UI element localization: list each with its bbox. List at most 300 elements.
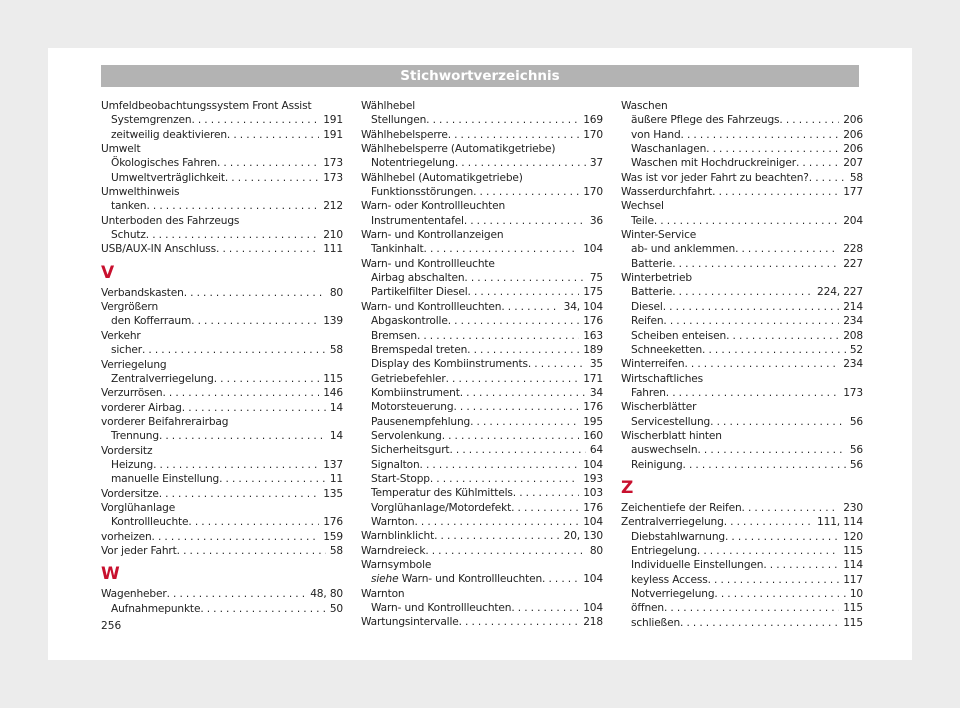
index-subentry [361, 386, 603, 400]
dot-leader [455, 156, 586, 170]
dot-leader [162, 386, 319, 400]
dot-leader [664, 601, 839, 615]
index-subentry [361, 429, 603, 443]
index-heading: Winterbetrieb [621, 272, 692, 285]
dot-leader [200, 602, 326, 616]
index-heading: vorderer Beifahrerairbag [101, 415, 229, 428]
entry-text: Zentralverriegelung [621, 516, 724, 529]
page-reference: 34, 104 [563, 300, 603, 313]
index-subentry [621, 314, 863, 328]
index-subentry [361, 472, 603, 486]
page-reference: 208 [843, 329, 863, 342]
entry-text: Vordersitze [101, 487, 159, 500]
index-subentry [621, 573, 863, 587]
page-reference: 56 [849, 415, 863, 428]
index-entry [621, 515, 863, 529]
page-reference: 50 [329, 602, 343, 615]
entry-text: Fahren [631, 386, 666, 399]
entry-text: schließen [631, 616, 681, 629]
dot-leader [666, 386, 839, 400]
index-subentry [621, 214, 863, 228]
page-reference: 176 [583, 501, 603, 514]
entry-text: Aufnahmepunkte [111, 602, 201, 615]
index-entry [101, 487, 343, 501]
entry-text: Getriebefehler [371, 372, 446, 385]
index-entry [621, 501, 863, 515]
index-column-2 [361, 99, 603, 630]
dot-leader [417, 329, 579, 343]
dot-leader [448, 314, 579, 328]
index-subentry [101, 113, 343, 127]
index-subentry [621, 443, 863, 457]
entry-text: Scheiben enteisen [631, 329, 727, 342]
dot-leader [698, 443, 846, 457]
entry-text: Systemgrenzen [111, 114, 192, 127]
index-heading: Waschen [621, 100, 668, 112]
index-entry [361, 529, 603, 543]
index-subentry [621, 329, 863, 343]
index-subentry [361, 515, 603, 529]
dot-leader [809, 171, 846, 185]
dot-leader [697, 544, 839, 558]
entry-text: Kombiinstrument [371, 386, 460, 399]
page-reference: 56 [849, 444, 863, 457]
entry-text: Schutz [111, 229, 146, 242]
dot-leader [681, 128, 840, 142]
index-heading: Verriegelung [101, 358, 167, 371]
index-heading: Wischerblätter [621, 401, 697, 414]
index-heading: Unterboden des Fahrzeugs [101, 214, 240, 227]
page-reference: 104 [583, 243, 603, 256]
page-reference: 234 [843, 315, 863, 328]
page-reference: 206 [843, 114, 863, 127]
index-subentry [621, 601, 863, 615]
page-reference: 117 [843, 573, 863, 586]
entry-text: Start-Stopp [371, 472, 430, 485]
index-heading: Wischerblatt hinten [621, 429, 722, 442]
index-subentry [621, 458, 863, 472]
dot-leader [217, 156, 319, 170]
entry-text: ab- und anklemmen [631, 243, 736, 256]
page-reference: 214 [843, 300, 863, 313]
index-heading: Wählhebel [361, 100, 416, 112]
page-reference: 230 [843, 501, 863, 514]
index-heading: Warn- und Kontrollanzeigen [361, 229, 504, 242]
entry-text: Diebstahlwarnung [631, 530, 725, 543]
index-heading: Wirtschaftliches [621, 372, 704, 385]
entry-text: Zeichentiefe der Reifen [621, 501, 742, 514]
entry-text: Pausenempfehlung [371, 415, 471, 428]
dot-leader [683, 458, 846, 472]
index-subentry [361, 357, 603, 371]
page-reference: 139 [323, 315, 343, 328]
page-reference: 146 [323, 387, 343, 400]
dot-leader [708, 573, 840, 587]
page-reference: 206 [843, 128, 863, 141]
page-reference: 34 [589, 386, 603, 399]
page-reference: 227 [843, 257, 863, 270]
page-reference: 35 [589, 358, 603, 371]
index-entry [101, 386, 343, 400]
dot-leader [685, 357, 840, 371]
page-reference: 111 [323, 243, 343, 256]
index-subentry [361, 113, 603, 127]
entry-text: Servolenkung [371, 429, 442, 442]
index-subentry [621, 587, 863, 601]
dot-leader [453, 400, 579, 414]
index-subentry [621, 156, 863, 170]
page-reference: 104 [583, 573, 603, 586]
index-subentry [621, 544, 863, 558]
index-entry [621, 357, 863, 371]
dot-leader [159, 429, 326, 443]
index-heading: Vergrößern [101, 301, 159, 314]
entry-text: Batterie [631, 286, 673, 299]
index-subentry [101, 429, 343, 443]
index-subentry [101, 472, 343, 486]
page-reference: 14 [329, 430, 343, 443]
entry-text: auswechseln [631, 444, 698, 457]
index-subentry [101, 199, 343, 213]
dot-leader [724, 515, 813, 529]
entry-text: Waschen mit Hochdruckreiniger [631, 157, 796, 170]
index-entry [101, 587, 343, 601]
dot-leader [146, 199, 319, 213]
index-subentry [621, 113, 863, 127]
page-reference: 104 [583, 602, 603, 615]
entry-text: zeitweilig deaktivieren [111, 128, 227, 141]
entry-text: Vorglühanlage/Motordefekt [371, 501, 512, 514]
page-reference: 189 [583, 343, 603, 356]
dot-leader [425, 544, 586, 558]
dot-leader [449, 443, 585, 457]
page-reference: 58 [329, 344, 343, 357]
index-subentry [621, 530, 863, 544]
entry-text: Verbandskasten [101, 286, 184, 299]
dot-leader [742, 501, 840, 515]
page-reference: 115 [323, 372, 343, 385]
dot-leader [446, 372, 580, 386]
entry-text: Waschanlagen [631, 143, 707, 156]
entry-text: Trennung [111, 430, 159, 443]
dot-leader [430, 472, 579, 486]
entry-text: Partikelfilter Diesel [371, 286, 468, 299]
dot-leader [167, 587, 307, 601]
index-subentry [361, 400, 603, 414]
index-column-3 [621, 99, 863, 630]
entry-text: Heizung [111, 458, 154, 471]
see-reference: siehe [371, 573, 399, 586]
index-heading: Wählhebel (Automatikgetriebe) [361, 171, 523, 184]
entry-text: Diesel [631, 300, 663, 313]
index-subentry [101, 515, 343, 529]
index-heading: Warnton [361, 587, 405, 600]
entry-text: Bremspedal treten [371, 343, 468, 356]
page-reference: 176 [583, 315, 603, 328]
page-reference: 191 [323, 114, 343, 127]
index-subentry [621, 343, 863, 357]
page-reference: 206 [843, 143, 863, 156]
index-subentry [101, 372, 343, 386]
entry-text: Warnton [371, 515, 415, 528]
entry-text: USB/AUX-IN Anschluss [101, 243, 217, 256]
entry-text: Wartungsintervalle [361, 616, 459, 629]
index-entry [361, 128, 603, 142]
page-reference: 224, 227 [817, 286, 863, 299]
index-heading: Verkehr [101, 329, 141, 342]
index-subentry [361, 415, 603, 429]
entry-label [371, 572, 542, 586]
page-reference: 210 [323, 229, 343, 242]
index-subentry [621, 415, 863, 429]
index-subentry [101, 171, 343, 185]
entry-text: vorderer Airbag [101, 401, 182, 414]
dot-leader [511, 601, 579, 615]
page-reference: 173 [843, 386, 863, 399]
entry-text: von Hand [631, 128, 681, 141]
page-reference: 207 [843, 157, 863, 170]
page-reference: 195 [583, 415, 603, 428]
dot-leader [225, 171, 319, 185]
dot-leader [663, 300, 840, 314]
index-heading: Wählhebelsperre (Automatikgetriebe) [361, 143, 556, 156]
index-subentry [621, 242, 863, 256]
entry-text: Schneeketten [631, 343, 703, 356]
index-subentry [101, 314, 343, 328]
index-entry [101, 530, 343, 544]
page-reference: 20, 130 [563, 530, 603, 543]
index-entry [101, 544, 343, 558]
dot-leader [511, 501, 579, 515]
page-reference: 170 [583, 186, 603, 199]
index-subentry [361, 271, 603, 285]
dot-leader [188, 515, 319, 529]
page-reference: 218 [583, 616, 603, 629]
page-reference: 64 [589, 444, 603, 457]
entry-text: Reinigung [631, 458, 683, 471]
dot-leader [706, 142, 839, 156]
dot-leader [426, 113, 579, 127]
dot-leader [663, 314, 839, 328]
dot-leader [182, 401, 326, 415]
dot-leader [542, 572, 579, 586]
entry-text: Airbag abschalten [371, 272, 465, 285]
dot-leader [177, 544, 326, 558]
dot-leader [424, 242, 580, 256]
entry-text: Reifen [631, 315, 664, 328]
page-reference: 193 [583, 472, 603, 485]
index-heading: Warnsymbole [361, 559, 432, 571]
page-reference: 75 [589, 272, 603, 285]
entry-text: Warn- und Kontrollleuchten [361, 300, 502, 313]
index-entry [621, 171, 863, 185]
dot-leader [460, 386, 586, 400]
dot-leader [420, 458, 580, 472]
page-reference: 176 [583, 401, 603, 414]
dot-leader [414, 515, 579, 529]
page-reference: 80 [329, 286, 343, 299]
page-reference: 159 [323, 530, 343, 543]
index-subentry [361, 156, 603, 170]
index-letter-heading: V [101, 262, 115, 283]
entry-text: äußere Pflege des Fahrzeugs [631, 114, 780, 127]
entry-text: Warnblinklicht [361, 530, 435, 543]
index-subentry [361, 572, 603, 586]
entry-text: Instrumententafel [371, 214, 464, 227]
dot-leader [191, 314, 319, 328]
entry-text: Display des Kombiinstruments [371, 358, 528, 371]
dot-leader [459, 615, 580, 629]
dot-leader [227, 128, 319, 142]
entry-text: Signalton [371, 458, 420, 471]
page-reference: 103 [583, 487, 603, 500]
dot-leader [159, 487, 320, 501]
page-reference: 115 [843, 616, 863, 629]
entry-text: Individuelle Einstellungen [631, 559, 764, 572]
entry-text: Warn- und Kontrollleuchten [401, 573, 543, 586]
index-entry [361, 544, 603, 558]
index-subentry [361, 242, 603, 256]
page-reference: 52 [849, 343, 863, 356]
dot-leader [442, 429, 580, 443]
index-entry [621, 185, 863, 199]
page-reference: 160 [583, 429, 603, 442]
dot-leader [680, 616, 839, 630]
dot-leader [528, 357, 586, 371]
dot-leader [473, 185, 579, 199]
page-reference: 176 [323, 516, 343, 529]
index-subentry [361, 185, 603, 199]
index-heading: Vorglühanlage [101, 501, 176, 514]
dot-leader [714, 587, 845, 601]
index-heading: Umwelt [101, 143, 141, 156]
page-reference: 37 [589, 157, 603, 170]
page-reference: 111, 114 [817, 516, 863, 529]
entry-text: Notverriegelung [631, 588, 715, 600]
page-reference: 204 [843, 214, 863, 227]
entry-text: Temperatur des Kühlmittels [371, 487, 513, 500]
index-subentry [621, 285, 863, 299]
page-reference: 212 [323, 200, 343, 213]
entry-text: Funktionsstörungen [371, 186, 474, 199]
index-subentry [101, 343, 343, 357]
page-reference: 58 [329, 544, 343, 557]
entry-text: Warn- und Kontrollleuchten [371, 602, 512, 615]
page-reference: 48, 80 [310, 588, 343, 601]
entry-text: Entriegelung [631, 544, 697, 557]
entry-text: Tankinhalt [371, 243, 424, 256]
index-entry [101, 401, 343, 415]
dot-leader [654, 214, 839, 228]
entry-text: Wasserdurchfahrt [621, 186, 713, 199]
index-heading: Warn- oder Kontrollleuchten [361, 200, 506, 213]
index-entry [361, 300, 603, 314]
entry-text: Warndreieck [361, 544, 426, 557]
index-column-1 [101, 99, 343, 616]
index-subentry [621, 257, 863, 271]
index-entry [361, 615, 603, 629]
page-reference: 173 [323, 157, 343, 170]
dot-leader [214, 372, 320, 386]
page-reference: 104 [583, 515, 603, 528]
index-subentry [361, 343, 603, 357]
dot-leader [672, 257, 839, 271]
entry-text: tanken [111, 200, 147, 213]
entry-text: Umweltverträglichkeit [111, 171, 225, 184]
dot-leader [726, 329, 839, 343]
page-reference: 170 [583, 128, 603, 141]
entry-text: Zentralverriegelung [111, 372, 214, 385]
page-reference: 171 [583, 372, 603, 385]
entry-text: Servicestellung [631, 415, 711, 428]
page-reference: 191 [323, 128, 343, 141]
dot-leader [216, 242, 319, 256]
dot-leader [191, 113, 319, 127]
entry-text: Vor jeder Fahrt [101, 544, 177, 557]
index-entry [101, 242, 343, 256]
index-subentry [361, 486, 603, 500]
entry-text: Winterreifen [621, 358, 685, 371]
entry-text: Was ist vor jeder Fahrt zu beachten? [621, 171, 809, 184]
index-subentry [361, 601, 603, 615]
page-reference: 169 [583, 114, 603, 127]
entry-text: Stellungen [371, 114, 427, 127]
entry-text: Bremsen [371, 329, 417, 342]
entry-text: Ökologisches Fahren [111, 157, 217, 170]
dot-leader [763, 558, 839, 572]
index-heading: Winter-Service [621, 229, 697, 242]
index-subentry [101, 602, 343, 616]
dot-leader [464, 214, 586, 228]
dot-leader [779, 113, 839, 127]
page-reference: 58 [849, 171, 863, 184]
dot-leader [146, 228, 319, 242]
dot-leader [501, 300, 559, 314]
index-subentry [361, 285, 603, 299]
page-header: Stichwortverzeichnis [101, 65, 859, 87]
index-subentry [361, 501, 603, 515]
index-subentry [361, 372, 603, 386]
entry-text: manuelle Einstellung [111, 473, 220, 486]
index-subentry [621, 558, 863, 572]
page-reference: 14 [329, 401, 343, 414]
entry-text: sicher [111, 344, 142, 357]
dot-leader [464, 271, 585, 285]
page-reference: 115 [843, 544, 863, 557]
index-subentry [361, 314, 603, 328]
dot-leader [513, 486, 579, 500]
index-letter-heading: W [101, 564, 120, 585]
entry-text: Teile [631, 214, 654, 227]
index-subentry [361, 458, 603, 472]
page-reference: 10 [849, 588, 863, 600]
entry-text: Verzurrösen [101, 387, 163, 400]
dot-leader [142, 343, 326, 357]
dot-leader [470, 415, 579, 429]
page-reference: 234 [843, 358, 863, 371]
index-subentry [361, 329, 603, 343]
dot-leader [219, 472, 326, 486]
index-heading: Umwelthinweis [101, 186, 180, 199]
index-subentry [621, 128, 863, 142]
dot-leader [153, 458, 319, 472]
page-reference: 104 [583, 458, 603, 471]
index-subentry [101, 458, 343, 472]
page-reference: 175 [583, 286, 603, 299]
index-heading: Wechsel [621, 200, 664, 213]
page-reference: 177 [843, 186, 863, 199]
page-reference: 36 [589, 214, 603, 227]
